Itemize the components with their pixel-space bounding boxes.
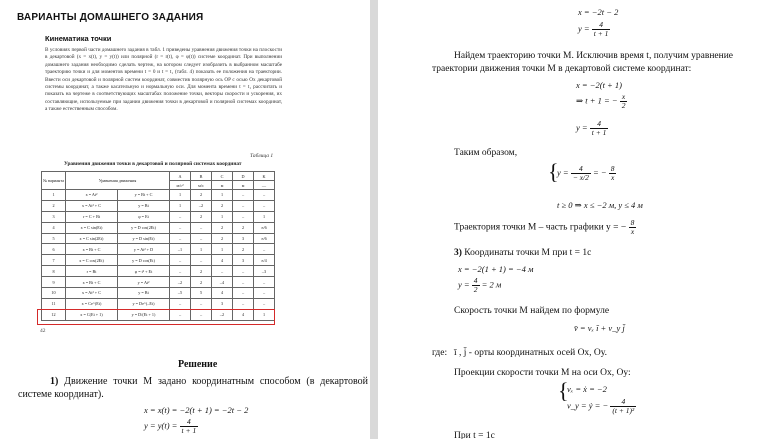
table-row: [42, 298, 275, 309]
eq-lhs: v_y = ẏ = −: [567, 400, 609, 411]
table-cell: y = D/(Et + 1): [118, 309, 170, 320]
vx-eq: vₓ = ẋ = −2: [567, 384, 607, 394]
where-text: ī , j̄ - орты координатных осей Ох, Оу.: [454, 348, 607, 358]
table-cell: 1: [170, 190, 191, 201]
table-cell: 2: [191, 190, 212, 201]
table-cell: x = At² + C: [66, 288, 118, 299]
fraction-numerator: 4: [621, 397, 626, 406]
table-row: [42, 288, 275, 299]
book-subtitle: Кинематика точки: [45, 34, 112, 43]
fraction: [472, 277, 480, 294]
table-header-cell: K: [254, 172, 275, 181]
table-cell: π/4: [254, 255, 275, 266]
table-cell: 5: [42, 233, 66, 244]
table-cell: –: [170, 266, 191, 277]
fraction: [610, 398, 636, 415]
coords-heading-text: Координаты точки М при t = 1с: [464, 248, 592, 258]
table-cell: 2: [212, 200, 233, 211]
eq-lhs: y =: [458, 279, 470, 290]
table-cell: x = At²: [66, 190, 118, 201]
table-unit-cell: м/с: [191, 181, 212, 190]
table-unit-cell: м/с²: [170, 181, 191, 190]
fraction: [609, 165, 617, 182]
eq-lhs: ⇒ t + 1 = −: [576, 95, 618, 106]
table-unit-cell: м: [233, 181, 254, 190]
fraction: [590, 120, 609, 137]
table-cell: –: [170, 309, 191, 320]
table-cell: 1: [254, 309, 275, 320]
table-row: [42, 200, 275, 211]
table-cell: 1: [212, 190, 233, 201]
table-cell: 9: [42, 277, 66, 288]
trajectory-paragraph: Найдем траекторию точки М. Исключив время t, получим уравнение траектории движения точки М в декартовой системе координат:: [432, 51, 734, 74]
eq-top-x: x = −2t − 2: [578, 7, 619, 17]
table-cell: x = Bt + C: [66, 277, 118, 288]
table-cell: –: [191, 222, 212, 233]
fraction-numerator: 4: [599, 20, 603, 29]
table-cell: x = C(Et + 1): [66, 309, 118, 320]
eq-lhs: y =: [576, 122, 588, 133]
book-intro: В условиях первой части домашнего задания в табл. 1 приведены уравнения движения точки на плоскости в декартовой (x = x(t), y = y(t)) или полярной (r = r(t), φ = φ(t)) системе координат. При выполнении домашнего задания необходимо сделать чертеж, на котором следует изобразить в выбранном масштабе траекторию точки и для моментов времени t = 0 и t = t₁ (табл. 4) показать ее положения на траектории. Ввести оси декартовой и полярной систем координат, совместив полярную ось OP с осью Ox декартовой системы координат, а также касательную и нормальную оси. Для момента времени t = t₁ рассчитать и показать на чертеже в соответствующих масштабах положение точки, векторы скорости и ускорения, их составляющие, используемые при задании движения точки в декартовой и полярной системах координат, а также естественным способом.: [45, 47, 282, 113]
table-header-cell: Уравнения движения: [66, 172, 170, 190]
table-cell: –: [170, 255, 191, 266]
table-header-cell: № варианта: [42, 172, 66, 190]
table-cell: 3: [233, 255, 254, 266]
item-number: 3): [454, 248, 462, 258]
fraction-numerator: x: [621, 92, 626, 101]
table-row: [42, 266, 275, 277]
fraction-numerator: 4: [187, 417, 191, 426]
fraction-denominator: t + 1: [591, 128, 607, 137]
projection-brace: {: [558, 378, 569, 403]
solution-heading: Решение: [178, 359, 218, 370]
table-header-cell: C: [212, 172, 233, 181]
table-cell: 1: [170, 200, 191, 211]
table-row: [42, 255, 275, 266]
table-cell: y = Bt: [118, 200, 170, 211]
equation-y: [144, 418, 198, 435]
table-cell: π/6: [254, 233, 275, 244]
table-unit-cell: м: [212, 181, 233, 190]
table-cell: y = D cos(2Et): [118, 222, 170, 233]
table-cell: –: [233, 277, 254, 288]
fraction-numerator: 8: [610, 164, 615, 173]
solution-text: Движение точки М задано координатным способом (в декартовой системе координат).: [18, 376, 369, 400]
table-cell: 3: [233, 233, 254, 244]
table-cell: 1: [42, 190, 66, 201]
equation-y-fraction: [180, 418, 199, 435]
table-row: [42, 211, 275, 222]
table-cell: –: [191, 309, 212, 320]
table-cell: –2: [191, 200, 212, 211]
table-cell: π/6: [254, 222, 275, 233]
table-cell: x = C cos(2Et): [66, 255, 118, 266]
table-cell: –: [233, 266, 254, 277]
table-row: [42, 277, 275, 288]
table-cell: 1: [212, 211, 233, 222]
table-cell: x = C sin(Et): [66, 222, 118, 233]
fraction-denominator: x: [629, 227, 637, 236]
solution-paragraph-1: [18, 376, 368, 401]
table-cell: –2: [212, 309, 233, 320]
table-cell: y = D cos(Et): [118, 255, 170, 266]
table-cell: 2: [191, 211, 212, 222]
table-cell: –: [170, 211, 191, 222]
speed-text: Скорость точки М найдем по формуле: [454, 306, 610, 316]
traj-eq-x: x = −2(t + 1): [576, 80, 623, 90]
table-header-cell: B: [191, 172, 212, 181]
table-cell: –: [233, 211, 254, 222]
variants-table: [41, 171, 275, 321]
table-cell: x = Bt + C: [66, 244, 118, 255]
table-cell: y = Bt: [118, 288, 170, 299]
eq-lhs: y =: [578, 23, 590, 34]
where-label: где:: [432, 348, 448, 358]
fraction-denominator: x: [609, 173, 617, 182]
table-header-row: [42, 172, 275, 181]
table-cell: –: [191, 233, 212, 244]
trajectory-part-text: Траектория точки М – часть графики y = −: [454, 222, 627, 233]
table-row: [42, 222, 275, 233]
table-row: [42, 190, 275, 201]
table-cell: 4: [212, 255, 233, 266]
table-cell: 4: [233, 309, 254, 320]
table-cell: –: [233, 288, 254, 299]
equation-x: x = x(t) = −2(t + 1) = −2t − 2: [144, 405, 249, 415]
table-row: [42, 244, 275, 255]
table-cell: 6: [42, 244, 66, 255]
thus-text: Таким образом,: [454, 148, 518, 158]
coord-x: x = −2(1 + 1) = −4 м: [458, 264, 534, 274]
table-cell: y = Bt + C: [118, 190, 170, 201]
table-cell: 2: [233, 222, 254, 233]
variant-12-highlight: [37, 309, 275, 325]
fraction: [592, 21, 611, 38]
fraction-denominator: − x/2: [572, 173, 589, 182]
equation-y-lhs: y = y(t) =: [144, 420, 178, 431]
eq-mid: = −: [593, 167, 607, 178]
table-cell: 3: [212, 298, 233, 309]
fraction-denominator: (t + 1)²: [612, 406, 635, 415]
fraction-numerator: 4: [597, 119, 601, 128]
table-cell: 2: [212, 233, 233, 244]
table-cell: 3: [42, 211, 66, 222]
table-cell: 7: [42, 255, 66, 266]
table-cell: –: [170, 233, 191, 244]
table-cell: y = De^(–Et): [118, 298, 170, 309]
fraction: [571, 165, 591, 182]
table-cell: x = C sin(2Et): [66, 233, 118, 244]
fraction-numerator: 4: [473, 276, 478, 285]
fraction-denominator: t + 1: [181, 426, 197, 435]
fraction-numerator: 8: [630, 218, 635, 227]
table-cell: x = Ce^(Et): [66, 298, 118, 309]
fraction-numerator: 4: [578, 164, 583, 173]
table-cell: y = At²: [118, 277, 170, 288]
coord-y: [458, 277, 501, 294]
table-cell: –3: [254, 266, 275, 277]
table-cell: y = At² + D: [118, 244, 170, 255]
table-cell: 12: [42, 309, 66, 320]
table-cell: –: [170, 298, 191, 309]
table-cell: –: [254, 244, 275, 255]
table-cell: –: [191, 255, 212, 266]
table-cell: φ = t² + Et: [118, 266, 170, 277]
table-cell: –4: [212, 277, 233, 288]
table-label: Таблица 1: [250, 153, 274, 159]
eq-lhs: y =: [557, 167, 569, 178]
table-header-cell: A: [170, 172, 191, 181]
table-cell: 1: [254, 211, 275, 222]
table-cell: r = C + Bt: [66, 211, 118, 222]
table-cell: –2: [170, 277, 191, 288]
table-cell: –: [212, 266, 233, 277]
table-cell: 5: [191, 288, 212, 299]
table-cell: 4: [42, 222, 66, 233]
fraction: [629, 219, 637, 236]
table-cell: x = At² + C: [66, 200, 118, 211]
table-cell: 1: [191, 244, 212, 255]
left-page: [0, 0, 370, 439]
fraction: [620, 93, 628, 110]
table-cell: y = D sin(Et): [118, 233, 170, 244]
table-cell: –1: [170, 244, 191, 255]
table-unit-cell: —: [254, 181, 275, 190]
projection-text: Проекции скорости точки М на оси Ох, Оу:: [454, 368, 631, 378]
table-cell: –: [254, 277, 275, 288]
book-page-number: 42: [40, 328, 46, 334]
table-cell: –: [233, 190, 254, 201]
traj-eq-y: [576, 120, 608, 137]
table-cell: 8: [42, 266, 66, 277]
eq-rhs: = 2 м: [481, 279, 502, 290]
traj-eq-arrow: [576, 93, 627, 110]
table-cell: φ = Et: [118, 211, 170, 222]
right-page: [378, 0, 766, 439]
fraction-denominator: 2: [621, 101, 626, 110]
vy-eq: [567, 398, 636, 415]
table-row: [42, 233, 275, 244]
table-cell: –: [254, 288, 275, 299]
speed-formula: v̄ = vₓ ī + v_y j̄: [574, 323, 625, 333]
table-cell: 2: [191, 277, 212, 288]
table-cell: –: [233, 298, 254, 309]
table-cell: 2: [191, 266, 212, 277]
table-cell: 2: [212, 222, 233, 233]
coords-heading: [454, 248, 591, 258]
table-cell: 2: [233, 244, 254, 255]
system-brace: {: [548, 159, 559, 184]
table-cell: 10: [42, 288, 66, 299]
table-cell: 1: [212, 244, 233, 255]
table-cell: –: [233, 200, 254, 211]
table-cell: –5: [170, 288, 191, 299]
system-eq-t: t ≥ 0 ⇒ x ≤ −2 м, y ≤ 4 м: [557, 200, 643, 210]
table-cell: –: [254, 298, 275, 309]
table-body: [42, 190, 275, 321]
trajectory-part: [454, 219, 636, 236]
system-eq-y: [557, 165, 616, 182]
table-cell: r = Bt: [66, 266, 118, 277]
book-title: ВАРИАНТЫ ДОМАШНЕГО ЗАДАНИЯ: [17, 12, 204, 23]
eq-top-y: [578, 21, 610, 38]
fraction-denominator: 2: [473, 285, 478, 294]
fraction-denominator: t + 1: [593, 29, 609, 38]
table-cell: 2: [42, 200, 66, 211]
table-cell: –: [254, 200, 275, 211]
table-cell: 4: [212, 288, 233, 299]
table-cell: –: [191, 298, 212, 309]
item-number: 1): [50, 376, 59, 387]
table-cell: –: [254, 190, 275, 201]
table-cell: –: [170, 222, 191, 233]
table-caption: Уравнения движения точки в декартовой и полярной системах координат: [64, 161, 242, 167]
table-header-cell: D: [233, 172, 254, 181]
table-cell: 11: [42, 298, 66, 309]
cut-off-text: При t = 1с: [454, 431, 495, 439]
